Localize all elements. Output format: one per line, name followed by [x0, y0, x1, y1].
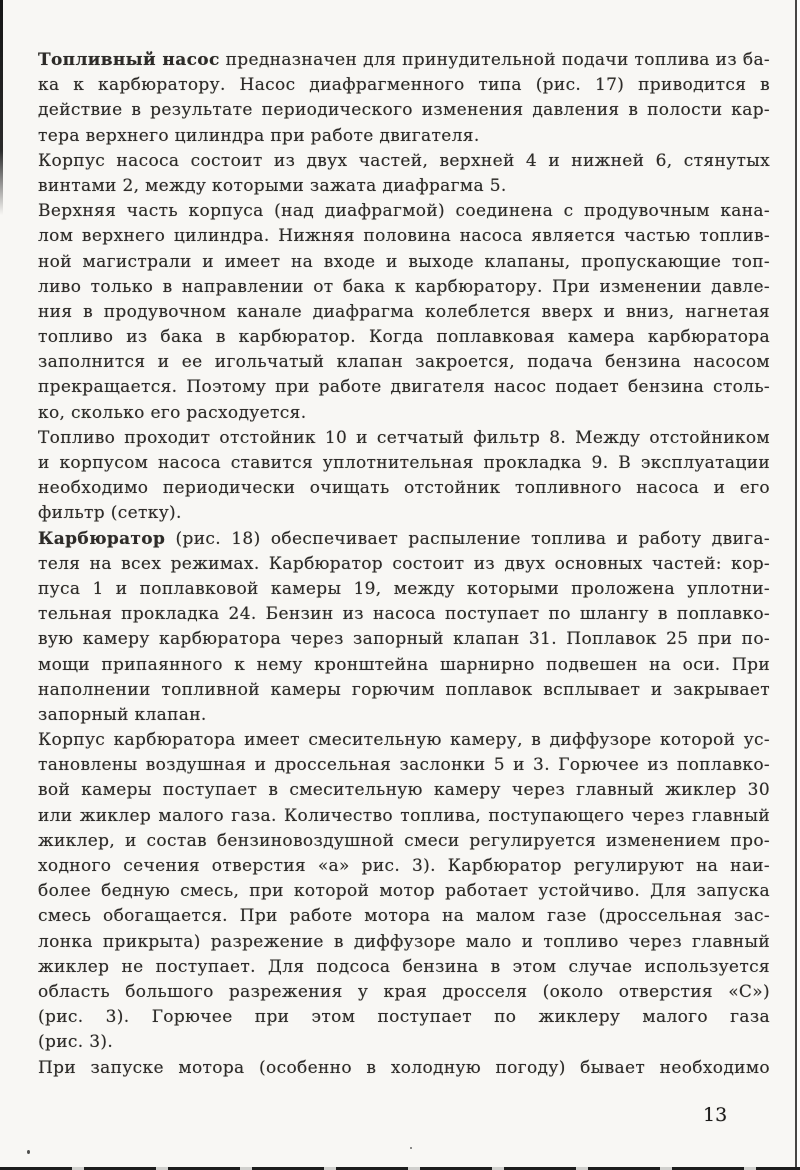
scan-speck: [27, 1150, 30, 1154]
paragraph: [38, 426, 770, 527]
text-line: лом верхнего цилиндра. Нижняя половина насоса является частью топлив-: [38, 226, 770, 247]
scan-edge-right-line: [795, 0, 797, 1170]
text-line: Топливо проходит отстойник 10 и сетчатый фильтр 8. Между отстойником: [38, 427, 770, 448]
text-line: жиклер не поступает. Для подсоса бензина в этом случае используется: [38, 956, 770, 977]
body-text: [38, 48, 770, 1081]
text-line: тельная прокладка 24. Бензин из насоса поступает по шлангу в поплавко-: [38, 604, 770, 625]
text-line: теля на всех режимах. Карбюратор состоит из двух основных частей: кор-: [38, 553, 770, 574]
text-line: ходного сечения отверстия «а» рис. 3). Карбюратор регулируют на наи-: [38, 856, 770, 876]
text-line: действие в результате периодического изменения давления в полости кар-: [38, 100, 770, 121]
text-line: ливо только в направлении от бака к карбюратору. При изменении давле-: [38, 276, 770, 297]
text-line: и корпусом насоса ставится уплотнительная прокладка 9. В эксплуатации: [38, 453, 770, 473]
text-line: ной магистрали и имеет на входе и выходе клапаны, пропускающие топ-: [38, 251, 770, 272]
text-line: более бедную смесь, при которой мотор работает устойчиво. Для запуска: [38, 881, 770, 902]
text-line: наполнении топливной камеры горючим поплавок всплывает и закрывает: [38, 679, 770, 700]
text-line: тановлены воздушная и дроссельная заслонки 5 и 3. Горючее из поплавко-: [38, 755, 770, 776]
paragraph-lead: Топливный насос: [38, 50, 220, 70]
scan-speck: [410, 1147, 412, 1149]
paragraph: [38, 149, 770, 199]
paragraph: [38, 48, 770, 149]
text-line: Верхняя часть корпуса (над диафрагмой) соединена с продувочным кана-: [38, 201, 770, 222]
paragraph: [38, 1056, 770, 1081]
text-line: прекращается. Поэтому при работе двигателя насос подает бензина столь-: [38, 377, 770, 398]
text-line: жиклер, и состав бензиновоздушной смеси регулируется изменением про-: [38, 830, 770, 851]
paragraph-lead: Карбюратор: [38, 528, 166, 549]
text-line: (рис. 3).: [38, 1032, 114, 1053]
paragraph: [38, 728, 770, 1055]
paragraph: [38, 199, 770, 426]
text-line: При запуске мотора (особенно в холодную погоду) бывает необходимо: [38, 1057, 770, 1078]
text-line: пуса 1 и поплавковой камеры 19, между которыми проложена уплотни-: [38, 578, 770, 599]
text-line: или жиклер малого газа. Количество топлива, поступающего через главный: [38, 805, 770, 826]
text-line: вую камеру карбюратора через запорный клапан 31. Поплавок 25 при по-: [38, 629, 770, 650]
text-line: смесь обогащается. При работе мотора на малом газе (дроссельная зас-: [38, 906, 770, 927]
text-line: винтами 2, между которыми зажата диафрагма 5.: [38, 175, 507, 196]
page-number: 13: [703, 1104, 728, 1126]
text-line: необходимо периодически очищать отстойник топливного насоса и его: [38, 478, 770, 499]
text-line: ния в продувочном канале диафрагма колеблется вверх и вниз, нагнетая: [38, 301, 770, 322]
text-line: фильтр (сетку).: [38, 503, 182, 524]
text-line: Топливный насос предназначен для принудительной подачи топлива из ба-: [38, 50, 770, 70]
scan-edge-left: [0, 0, 3, 215]
text-line: Корпус карбюратора имеет смесительную камеру, в диффузоре которой ус-: [38, 730, 770, 751]
text-line: область большого разрежения у края дросселя (около отверстия «С»): [38, 981, 770, 1002]
text-line: Корпус насоса состоит из двух частей, верхней 4 и нижней 6, стянутых: [38, 150, 770, 171]
text-line: топливо из бака в карбюратор. Когда поплавковая камера карбюратора: [38, 327, 770, 348]
text-line: ко, сколько его расходуется.: [38, 402, 307, 423]
text-line: (рис. 3). Горючее при этом поступает по жиклеру малого газа: [38, 1007, 770, 1028]
paragraph: [38, 527, 770, 729]
text-line: тера верхнего цилиндра при работе двигателя.: [38, 125, 480, 146]
text-line: ка к карбюратору. Насос диафрагменного типа (рис. 17) приводится в: [38, 75, 770, 96]
text-line: вой камеры поступает в смесительную камеру через главный жиклер 30: [38, 780, 770, 801]
text-line: Карбюратор (рис. 18) обеспечивает распыление топлива и работу двига-: [38, 528, 770, 549]
text-line: мощи припаянного к нему кронштейна шарнирно подвешен на оси. При: [38, 654, 770, 675]
text-line: запорный клапан.: [38, 704, 207, 725]
text-line: заполнится и ее игольчатый клапан закроется, подача бензина насосом: [38, 352, 770, 373]
text-line: лонка прикрыта) разрежение в диффузоре мало и топливо через главный: [38, 931, 770, 952]
